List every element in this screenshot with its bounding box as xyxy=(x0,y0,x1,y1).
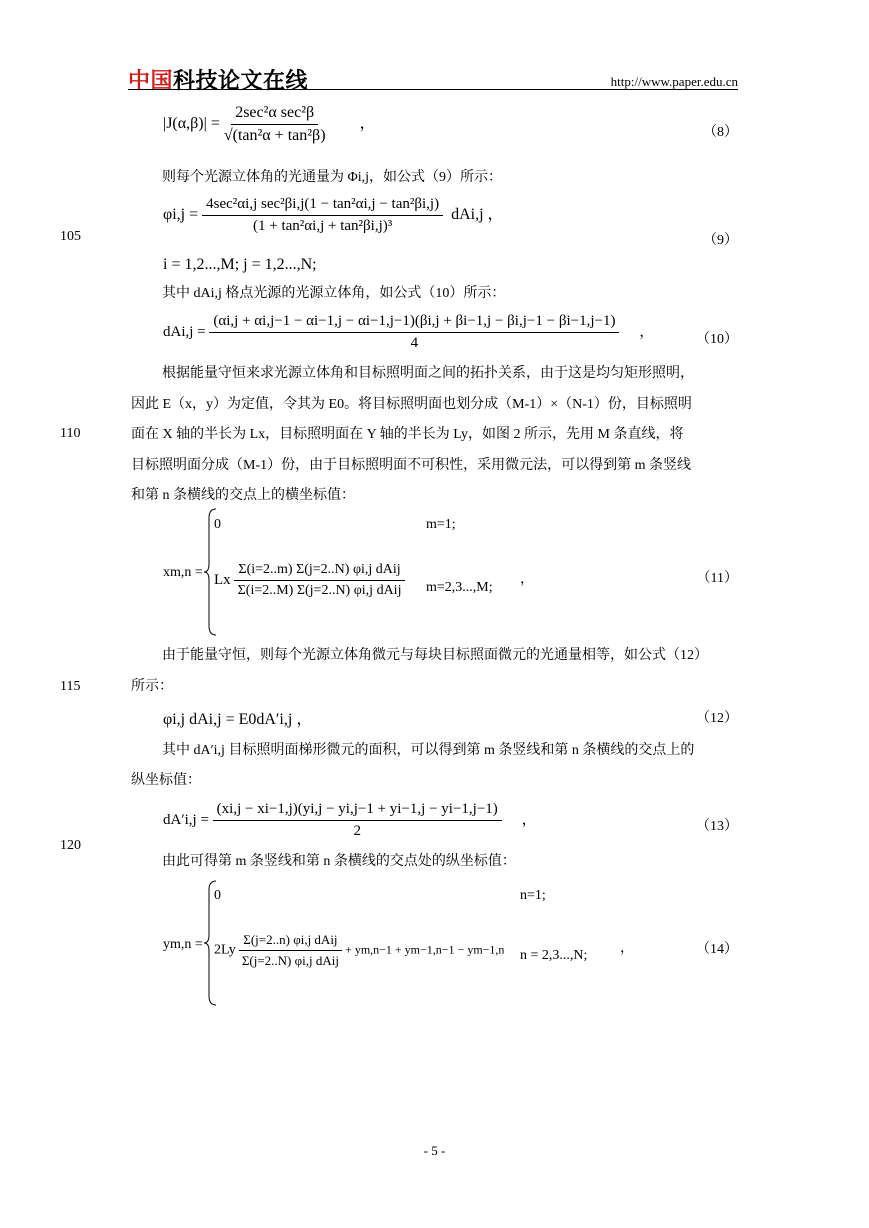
journal-logo: 中国科技论文在线 xyxy=(128,69,309,94)
paragraph-line: 和第 n 条横线的交点上的横坐标值： xyxy=(131,488,355,503)
equation-11-case1: 0 xyxy=(214,517,221,532)
equation-11-tail: ， xyxy=(520,572,534,587)
equation-14-case2: 2Ly $\frac{\text{Σ(j=2..n) φi,j dAij}}{\text{Σ(j=2..N) φi,j dAij}}$ + ym,n−1 + ym−1,n−1 − ym−1,n xyxy=(214,932,505,968)
equation-10: dAi,j = (αi,j + αi,j−1 − αi−1,j − αi−1,j−1)(βi,j + βi−1,j − βi,j−1 − βi−1,j−1) 4 ， xyxy=(163,313,655,351)
equation-9-range: i = 1,2...,M; j = 1,2...,N; xyxy=(163,256,317,273)
paragraph: 由此可得第 m 条竖线和第 n 条横线的交点处的纵坐标值： xyxy=(162,854,516,869)
line-number: 110 xyxy=(60,426,81,441)
equation-12: φi,j dAi,j = E0dA′i,j ， xyxy=(163,711,313,728)
header-url[interactable]: http://www.paper.edu.cn xyxy=(610,74,738,89)
line-number: 115 xyxy=(60,679,81,694)
equation-number: （12） xyxy=(696,711,738,726)
paragraph-line: 由于能量守恒，则每个光源立体角微元与每块目标照面微元的光通量相等，如公式（12） xyxy=(162,648,708,663)
paragraph-line: 其中 dA′i,j 目标照明面梯形微元的面积，可以得到第 m 条竖线和第 n 条横线的交点上的 xyxy=(162,743,695,758)
line-number: 105 xyxy=(60,229,81,244)
paragraph: 其中 dAi,j 格点光源的光源立体角，如公式（10）所示： xyxy=(162,286,506,301)
paragraph-line: 面在 X 轴的半长为 Lx，目标照明面在 Y 轴的半长为 Ly，如图 2 所示，先用 M 条直线，将 xyxy=(131,427,684,442)
equation-number: （8） xyxy=(703,125,738,140)
equation-11-lhs: xm,n = xyxy=(163,565,203,580)
header-rule xyxy=(128,89,738,90)
page-number: - 5 - xyxy=(423,1143,446,1158)
paragraph-line: 目标照明面分成（M-1）份，由于目标照明面不可积性，采用微元法，可以得到第 m 条竖线 xyxy=(131,458,691,473)
equation-14-tail: ， xyxy=(620,941,634,956)
equation-number: （10） xyxy=(696,332,738,347)
line-number: 120 xyxy=(60,838,81,853)
equation-number: （14） xyxy=(696,942,738,957)
paragraph-line: 所示： xyxy=(131,679,173,694)
equation-11-case2: Lx $\frac{\text{Σ(i=2..m) Σ(j=2..N) φi,j dAij}}{\text{Σ(i=2..M) Σ(j=2..N) φi,j dAij}}$ xyxy=(214,562,405,599)
equation-14-cond2: n = 2,3...,N; xyxy=(520,948,588,963)
paragraph-line: 因此 E（x，y）为定值，令其为 E0。将目标照明面也划分成（M-1）×（N-1）份，目标照明 xyxy=(131,397,692,412)
equation-13: dA′i,j = $\frac{(xi,j - xi-1,j)(yi,j - yi,j-1 + yi-1,j - yi-1,j-1)}{2}$ ， xyxy=(163,801,537,839)
equation-11-cond1: m=1; xyxy=(426,517,456,532)
equation-number: （11） xyxy=(696,571,738,586)
equation-14-case1: 0 xyxy=(214,888,221,903)
equation-11-cond2: m=2,3...,M; xyxy=(426,580,493,595)
equation-8: |J(α,β)| = $\frac{\text{2sec²α sec²β}}{\text{√(tan²α + tan²β)}}$ ， xyxy=(163,104,376,144)
paragraph: 则每个光源立体角的光通量为 Φi,j，如公式（9）所示： xyxy=(162,170,503,185)
equation-14-cond1: n=1; xyxy=(520,888,546,903)
paragraph-line: 根据能量守恒来求光源立体角和目标照明面之间的拓扑关系，由于这是均匀矩形照明， xyxy=(162,366,694,381)
equation-9: φi,j = $\frac{\text{4sec²αi,j sec²βi,j(1 − tan²αi,j − tan²βi,j)}}{\text{(1 + tan²αi,j + tan²βi,j)³}}$ dAi,j ， xyxy=(163,196,504,234)
equation-number: （9） xyxy=(703,233,738,248)
equation-14-lhs: ym,n = xyxy=(163,937,203,952)
paragraph-line: 纵坐标值： xyxy=(131,773,201,788)
equation-number: （13） xyxy=(696,819,738,834)
